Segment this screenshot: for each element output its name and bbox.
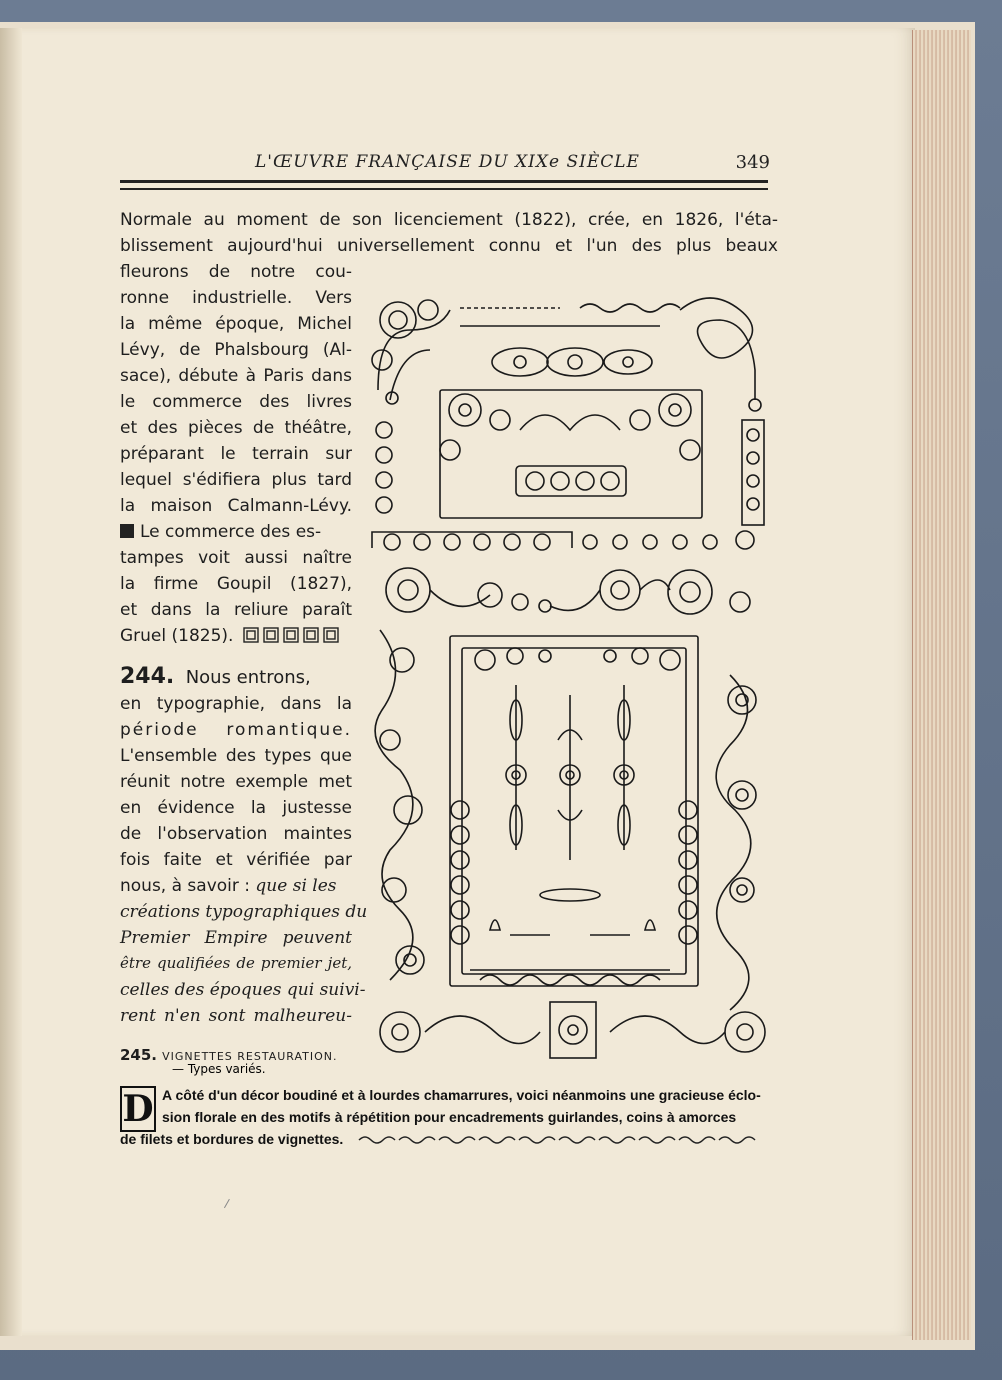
text-line: fleurons de notre cou- bbox=[120, 262, 352, 282]
header-rule bbox=[120, 180, 768, 183]
caption-subtitle: — Types variés. bbox=[172, 1062, 266, 1076]
note-line: A côté d'un décor boudiné et à lourdes chamarrures, voici néanmoins une gracieuse éclo- bbox=[162, 1087, 761, 1103]
section-lead: Nous entrons, bbox=[185, 667, 311, 688]
text-line: sace), débute à Paris dans bbox=[120, 366, 352, 386]
pilcrow-ornament-icon bbox=[120, 524, 134, 538]
text-line: Normale au moment de son licenciement (1822), crée, en 1826, l'éta- bbox=[120, 210, 778, 230]
note-line: de filets et bordures de vignettes. bbox=[120, 1131, 344, 1147]
fleuron-row-icon bbox=[357, 1133, 757, 1149]
text-line: Le commerce des es- bbox=[140, 522, 322, 542]
text-line: et dans la reliure paraît bbox=[120, 600, 352, 620]
drop-cap: D bbox=[120, 1086, 156, 1132]
page-number: 349 bbox=[735, 152, 770, 173]
text-line: L'ensemble des types que bbox=[120, 746, 352, 766]
ornament-plate bbox=[370, 290, 770, 1062]
header-rule-thin bbox=[120, 188, 768, 190]
page-header bbox=[120, 152, 770, 178]
text-line: Lévy, de Phalsbourg (Al- bbox=[120, 340, 352, 360]
italic-line: être qualifiées de premier jet, bbox=[120, 954, 352, 972]
text-line-mixed bbox=[120, 876, 352, 896]
italic-line: celles des époques qui suivi- bbox=[120, 980, 366, 1000]
vignettes-figure bbox=[370, 290, 770, 1062]
running-title: L'ŒUVRE FRANÇAISE DU XIXe SIÈCLE bbox=[255, 152, 640, 172]
pendant-ornament bbox=[506, 685, 634, 860]
text-line: Gruel (1825). bbox=[120, 626, 234, 646]
scroll-corner-ornament bbox=[372, 300, 450, 404]
text-line: la firme Goupil (1827), bbox=[120, 574, 352, 594]
text-line: réunit notre exemple met bbox=[120, 772, 352, 792]
text-line: blissement aujourd'hui universellement connu et l'un des plus beaux bbox=[120, 236, 778, 256]
page-gutter bbox=[0, 28, 22, 1336]
italic-text: que si les bbox=[255, 876, 337, 896]
text-line: ronne industrielle. Vers bbox=[120, 288, 352, 308]
text-line: préparant le terrain sur bbox=[120, 444, 352, 464]
text-line: tampes voit aussi naître bbox=[120, 548, 352, 568]
section-number: 244. bbox=[120, 664, 175, 689]
square-ornaments-icon bbox=[243, 627, 343, 648]
text-line: en typographie, dans la bbox=[120, 694, 352, 714]
italic-line: Premier Empire peuvent bbox=[120, 928, 352, 948]
text-line: en évidence la justesse bbox=[120, 798, 352, 818]
interlace-corner-ornament bbox=[680, 298, 761, 411]
text-line: lequel s'édifiera plus tard bbox=[120, 470, 352, 490]
text-line: le commerce des livres bbox=[120, 392, 352, 412]
text-line: de l'observation maintes bbox=[120, 824, 352, 844]
italic-line: créations typographiques du bbox=[120, 902, 368, 922]
caption-number: 245. bbox=[120, 1046, 158, 1064]
floral-corner-ornament bbox=[440, 394, 700, 460]
inner-corner-ornament bbox=[475, 648, 680, 670]
rose-garland-ornament bbox=[386, 568, 750, 614]
italic-line: rent n'en sont malheureu- bbox=[120, 1006, 352, 1026]
arch-row-ornament bbox=[372, 531, 754, 550]
text-line-with-ornaments bbox=[120, 626, 360, 648]
text-line-with-ornament bbox=[120, 522, 352, 542]
bottom-border-ornament bbox=[380, 1002, 765, 1058]
note-line-last bbox=[120, 1131, 757, 1149]
note-line: sion florale en des motifs à répétition pour encadrements guirlandes, coins à amorces bbox=[162, 1109, 737, 1125]
text-line: période romantique. bbox=[120, 720, 352, 740]
acanthus-column-ornament bbox=[716, 675, 756, 1010]
text-line: fois faite et vérifiée par bbox=[120, 850, 352, 870]
section-heading bbox=[120, 664, 352, 689]
caption-title: VIGNETTES RESTAURATION. bbox=[162, 1050, 338, 1063]
text-line: nous, à savoir : bbox=[120, 876, 251, 896]
text-line: la maison Calmann-Lévy. bbox=[120, 496, 352, 516]
text-line: la même époque, Michel bbox=[120, 314, 352, 334]
page-edges bbox=[912, 30, 971, 1340]
text-line: et des pièces de théâtre, bbox=[120, 418, 352, 438]
